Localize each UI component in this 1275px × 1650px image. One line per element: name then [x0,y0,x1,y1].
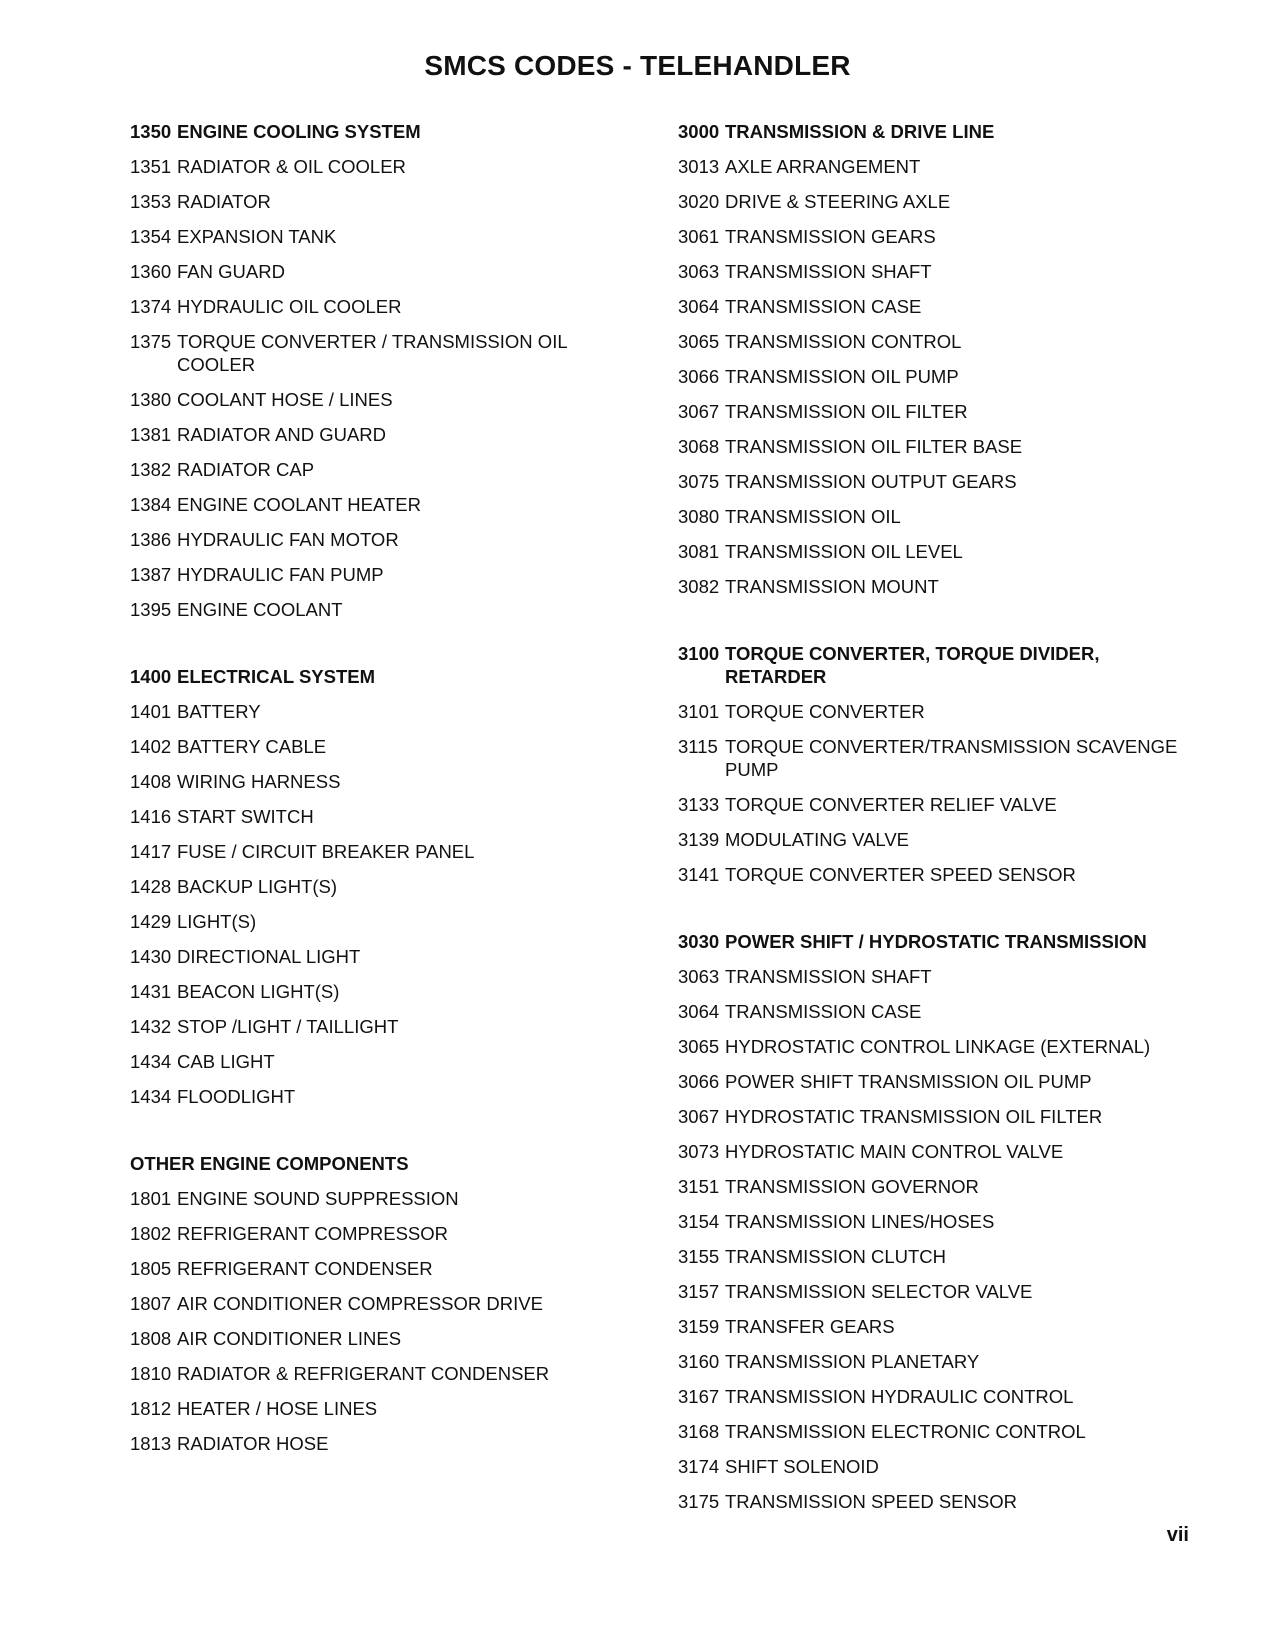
code-entry [130,1362,620,1385]
code-entry [678,1490,1198,1513]
code-entry [678,1280,1198,1303]
entry-name: TRANSMISSION OIL PUMP [725,366,959,387]
entry-code: 3065 [678,331,720,352]
entry-name: START SWITCH [177,806,314,827]
code-entry [678,190,1198,213]
entry-code: 3160 [678,1351,720,1372]
section-code: 3000 [678,121,720,142]
code-entry [130,458,620,481]
section-gap [130,633,620,665]
section-code: 1400 [130,666,172,687]
code-entry [678,365,1198,388]
code-entry [130,155,620,178]
code-entry [130,910,620,933]
entry-name: HYDRAULIC FAN PUMP [177,564,384,585]
entry-code: 3141 [678,864,720,885]
entry-code: 1417 [130,841,172,862]
entry-code: 1810 [130,1363,172,1384]
entry-code: 3061 [678,226,720,247]
entry-code: 3080 [678,506,720,527]
entry-name: HYDROSTATIC TRANSMISSION OIL FILTER [725,1106,1103,1127]
entry-name: POWER SHIFT TRANSMISSION OIL PUMP [725,1071,1092,1092]
entry-name: SHIFT SOLENOID [725,1456,879,1477]
code-entry [130,1257,620,1280]
entry-code: 3167 [678,1386,720,1407]
entry-code: 1805 [130,1258,172,1279]
entry-code: 1387 [130,564,172,585]
entry-code: 3115 [678,736,718,757]
entry-name: HEATER / HOSE LINES [177,1398,378,1419]
entry-code: 1431 [130,981,172,1002]
entry-code: 1434 [130,1086,172,1107]
entry-code: 3066 [678,1071,720,1092]
code-entry [678,1105,1198,1128]
entry-name: TRANSMISSION LINES/HOSES [725,1211,995,1232]
code-entry [678,155,1198,178]
entry-code: 3081 [678,541,720,562]
code-entry [130,770,620,793]
entry-name: REFRIGERANT CONDENSER [177,1258,433,1279]
section-title: ENGINE COOLING SYSTEM [177,121,421,142]
entry-code: 3063 [678,261,720,282]
entry-code: 1354 [130,226,172,247]
entry-name: LIGHT(S) [177,911,257,932]
code-entry [678,1210,1198,1233]
entry-code: 3133 [678,794,720,815]
code-entry [130,1015,620,1038]
entry-code: 1434 [130,1051,172,1072]
entry-name: WIRING HARNESS [177,771,341,792]
entry-name: CAB LIGHT [177,1051,275,1072]
entry-name: HYDROSTATIC MAIN CONTROL VALVE [725,1141,1064,1162]
code-entry [130,735,620,758]
section-gap [678,898,1198,930]
entry-name: TRANSMISSION SHAFT [725,966,932,987]
code-entry [130,388,620,411]
entry-code: 1402 [130,736,172,757]
code-entry [130,840,620,863]
code-entry [130,1292,620,1315]
entry-name: RADIATOR & REFRIGERANT CONDENSER [177,1363,550,1384]
code-entry [678,505,1198,528]
entry-name: TRANSFER GEARS [725,1316,895,1337]
page-title: SMCS CODES - TELEHANDLER [424,50,851,81]
section-title: TRANSMISSION & DRIVE LINE [725,121,995,142]
entry-code: 1808 [130,1328,172,1349]
code-entry [130,1432,620,1455]
code-entry [678,260,1198,283]
entry-name: MODULATING VALVE [725,829,910,850]
entry-code: 1382 [130,459,172,480]
entry-name: TRANSMISSION ELECTRONIC CONTROL [725,1421,1086,1442]
code-entry [130,1187,620,1210]
entry-code: 3157 [678,1281,720,1302]
entry-name: FLOODLIGHT [177,1086,296,1107]
section-code: 3030 [678,931,720,952]
entry-code: 1381 [130,424,172,445]
entry-code: 3020 [678,191,720,212]
code-entry [678,700,1198,723]
entry-code: 1801 [130,1188,172,1209]
code-entry [130,190,620,213]
code-entry [678,1140,1198,1163]
entry-name: RADIATOR CAP [177,459,315,480]
entry-name: RADIATOR & OIL COOLER [177,156,406,177]
entry-code: 3101 [678,701,720,722]
entry-name: TRANSMISSION SELECTOR VALVE [725,1281,1033,1302]
section-code: 1350 [130,121,172,142]
entry-code: 3168 [678,1421,720,1442]
entry-name: TRANSMISSION OIL FILTER [725,401,968,422]
entry-name: HYDRAULIC OIL COOLER [177,296,402,317]
code-entry [130,980,620,1003]
entry-name: TRANSMISSION OIL LEVEL [725,541,963,562]
section-title: TORQUE CONVERTER, TORQUE DIVIDER, RETARDER [725,643,1100,687]
entry-name: AIR CONDITIONER COMPRESSOR DRIVE [177,1293,543,1314]
entry-code: 3068 [678,436,720,457]
entry-code: 1375 [130,331,172,352]
entry-code: 3175 [678,1491,720,1512]
entry-name: TRANSMISSION CLUTCH [725,1246,946,1267]
entry-code: 3174 [678,1456,720,1477]
code-entry [678,965,1198,988]
entry-name: BACKUP LIGHT(S) [177,876,338,897]
entry-name: TORQUE CONVERTER SPEED SENSOR [725,864,1076,885]
code-entry [130,805,620,828]
section-gap [130,1120,620,1152]
entry-name: REFRIGERANT COMPRESSOR [177,1223,449,1244]
section-title: POWER SHIFT / HYDROSTATIC TRANSMISSION [725,931,1147,952]
code-entry [678,1385,1198,1408]
entry-code: 1395 [130,599,172,620]
entry-name: TRANSMISSION SHAFT [725,261,932,282]
code-entry [130,1327,620,1350]
entry-code: 3159 [678,1316,720,1337]
entry-code: 1384 [130,494,172,515]
entry-name: DRIVE & STEERING AXLE [725,191,951,212]
section-heading [678,930,1198,953]
section-heading [678,642,1198,688]
entry-name: HYDROSTATIC CONTROL LINKAGE (EXTERNAL) [725,1036,1151,1057]
entry-name: RADIATOR AND GUARD [177,424,387,445]
entry-name: COOLANT HOSE / LINES [177,389,393,410]
entry-code: 1386 [130,529,172,550]
code-entry [678,1070,1198,1093]
code-entry [130,875,620,898]
entry-name: TORQUE CONVERTER RELIEF VALVE [725,794,1057,815]
code-entry [130,1397,620,1420]
code-entry [130,295,620,318]
entry-code: 1813 [130,1433,172,1454]
entry-name: BATTERY [177,701,261,722]
entry-code: 1428 [130,876,172,897]
section-heading [130,120,620,143]
code-entry [678,735,1198,781]
code-entry [130,700,620,723]
entry-name: ENGINE SOUND SUPPRESSION [177,1188,459,1209]
code-entry [130,945,620,968]
code-entry [678,1315,1198,1338]
entry-code: 1380 [130,389,172,410]
code-entry [678,225,1198,248]
code-entry [678,435,1198,458]
code-entry [678,330,1198,353]
entry-name: BEACON LIGHT(S) [177,981,340,1002]
entry-name: TRANSMISSION PLANETARY [725,1351,980,1372]
entry-name: TRANSMISSION SPEED SENSOR [725,1491,1017,1512]
entry-code: 3154 [678,1211,720,1232]
entry-name: ENGINE COOLANT HEATER [177,494,421,515]
section-gap [678,610,1198,642]
entry-name: TRANSMISSION GOVERNOR [725,1176,979,1197]
code-entry [678,470,1198,493]
entry-name: EXPANSION TANK [177,226,337,247]
entry-code: 1360 [130,261,172,282]
entry-code: 3067 [678,401,720,422]
entry-code: 3075 [678,471,720,492]
entry-code: 3151 [678,1176,720,1197]
entry-name: TRANSMISSION MOUNT [725,576,939,597]
code-entry [678,575,1198,598]
code-entry [678,1245,1198,1268]
entry-code: 1401 [130,701,172,722]
entry-code: 1430 [130,946,172,967]
entry-code: 1353 [130,191,172,212]
entry-name: AIR CONDITIONER LINES [177,1328,402,1349]
entry-name: RADIATOR [177,191,271,212]
code-entry [130,528,620,551]
entry-name: BATTERY CABLE [177,736,327,757]
entry-name: TRANSMISSION OIL [725,506,901,527]
entry-name: TRANSMISSION GEARS [725,226,936,247]
code-entry [130,1085,620,1108]
entry-code: 3063 [678,966,720,987]
entry-code: 3067 [678,1106,720,1127]
section-code: 3100 [678,643,720,664]
entry-name: TRANSMISSION OIL FILTER BASE [725,436,1023,457]
entry-code: 3066 [678,366,720,387]
section-title: ELECTRICAL SYSTEM [177,666,376,687]
entry-name: TRANSMISSION CONTROL [725,331,962,352]
section-title: OTHER ENGINE COMPONENTS [130,1153,409,1174]
entry-name: STOP /LIGHT / TAILLIGHT [177,1016,399,1037]
code-entry [678,295,1198,318]
section-heading [678,120,1198,143]
entry-code: 1432 [130,1016,172,1037]
entry-name: AXLE ARRANGEMENT [725,156,921,177]
code-entry [678,1455,1198,1478]
entry-code: 1802 [130,1223,172,1244]
entry-name: TRANSMISSION CASE [725,1001,922,1022]
entry-code: 3155 [678,1246,720,1267]
section-heading [130,665,620,688]
entry-name: DIRECTIONAL LIGHT [177,946,361,967]
code-entry [678,863,1198,886]
entry-name: FUSE / CIRCUIT BREAKER PANEL [177,841,475,862]
entry-code: 1374 [130,296,172,317]
entry-name: TORQUE CONVERTER / TRANSMISSION OIL COOLER [177,331,567,375]
entry-code: 3013 [678,156,720,177]
code-entry [130,598,620,621]
entry-code: 1351 [130,156,172,177]
entry-name: HYDRAULIC FAN MOTOR [177,529,399,550]
page-number: vii [1166,1524,1189,1546]
code-entry [678,1035,1198,1058]
code-entry [130,1050,620,1073]
entry-code: 1807 [130,1293,172,1314]
entry-code: 3139 [678,829,720,850]
entry-name: TORQUE CONVERTER/TRANSMISSION SCAVENGE PUMP [725,736,1178,780]
entry-code: 3065 [678,1036,720,1057]
entry-name: TRANSMISSION HYDRAULIC CONTROL [725,1386,1074,1407]
entry-name: FAN GUARD [177,261,285,282]
entry-name: ENGINE COOLANT [177,599,343,620]
code-entry [130,493,620,516]
code-entry [130,1222,620,1245]
section-heading [130,1152,620,1175]
entry-code: 1812 [130,1398,172,1419]
entry-code: 1429 [130,911,172,932]
code-entry [678,1350,1198,1373]
entry-code: 3064 [678,1001,720,1022]
entry-name: TRANSMISSION OUTPUT GEARS [725,471,1017,492]
code-entry [678,540,1198,563]
code-entry [130,330,620,376]
code-entry [678,1420,1198,1443]
code-entry [678,1000,1198,1023]
entry-name: TRANSMISSION CASE [725,296,922,317]
entry-name: TORQUE CONVERTER [725,701,925,722]
code-entry [678,793,1198,816]
entry-code: 1408 [130,771,172,792]
entry-code: 3082 [678,576,720,597]
code-entry [130,563,620,586]
code-entry [130,225,620,248]
code-entry [678,400,1198,423]
right-column [678,120,1198,1525]
code-entry [130,260,620,283]
entry-code: 3064 [678,296,720,317]
entry-code: 1416 [130,806,172,827]
code-entry [130,423,620,446]
entry-code: 3073 [678,1141,720,1162]
entry-name: RADIATOR HOSE [177,1433,329,1454]
code-entry [678,828,1198,851]
left-column [130,120,620,1467]
code-entry [678,1175,1198,1198]
